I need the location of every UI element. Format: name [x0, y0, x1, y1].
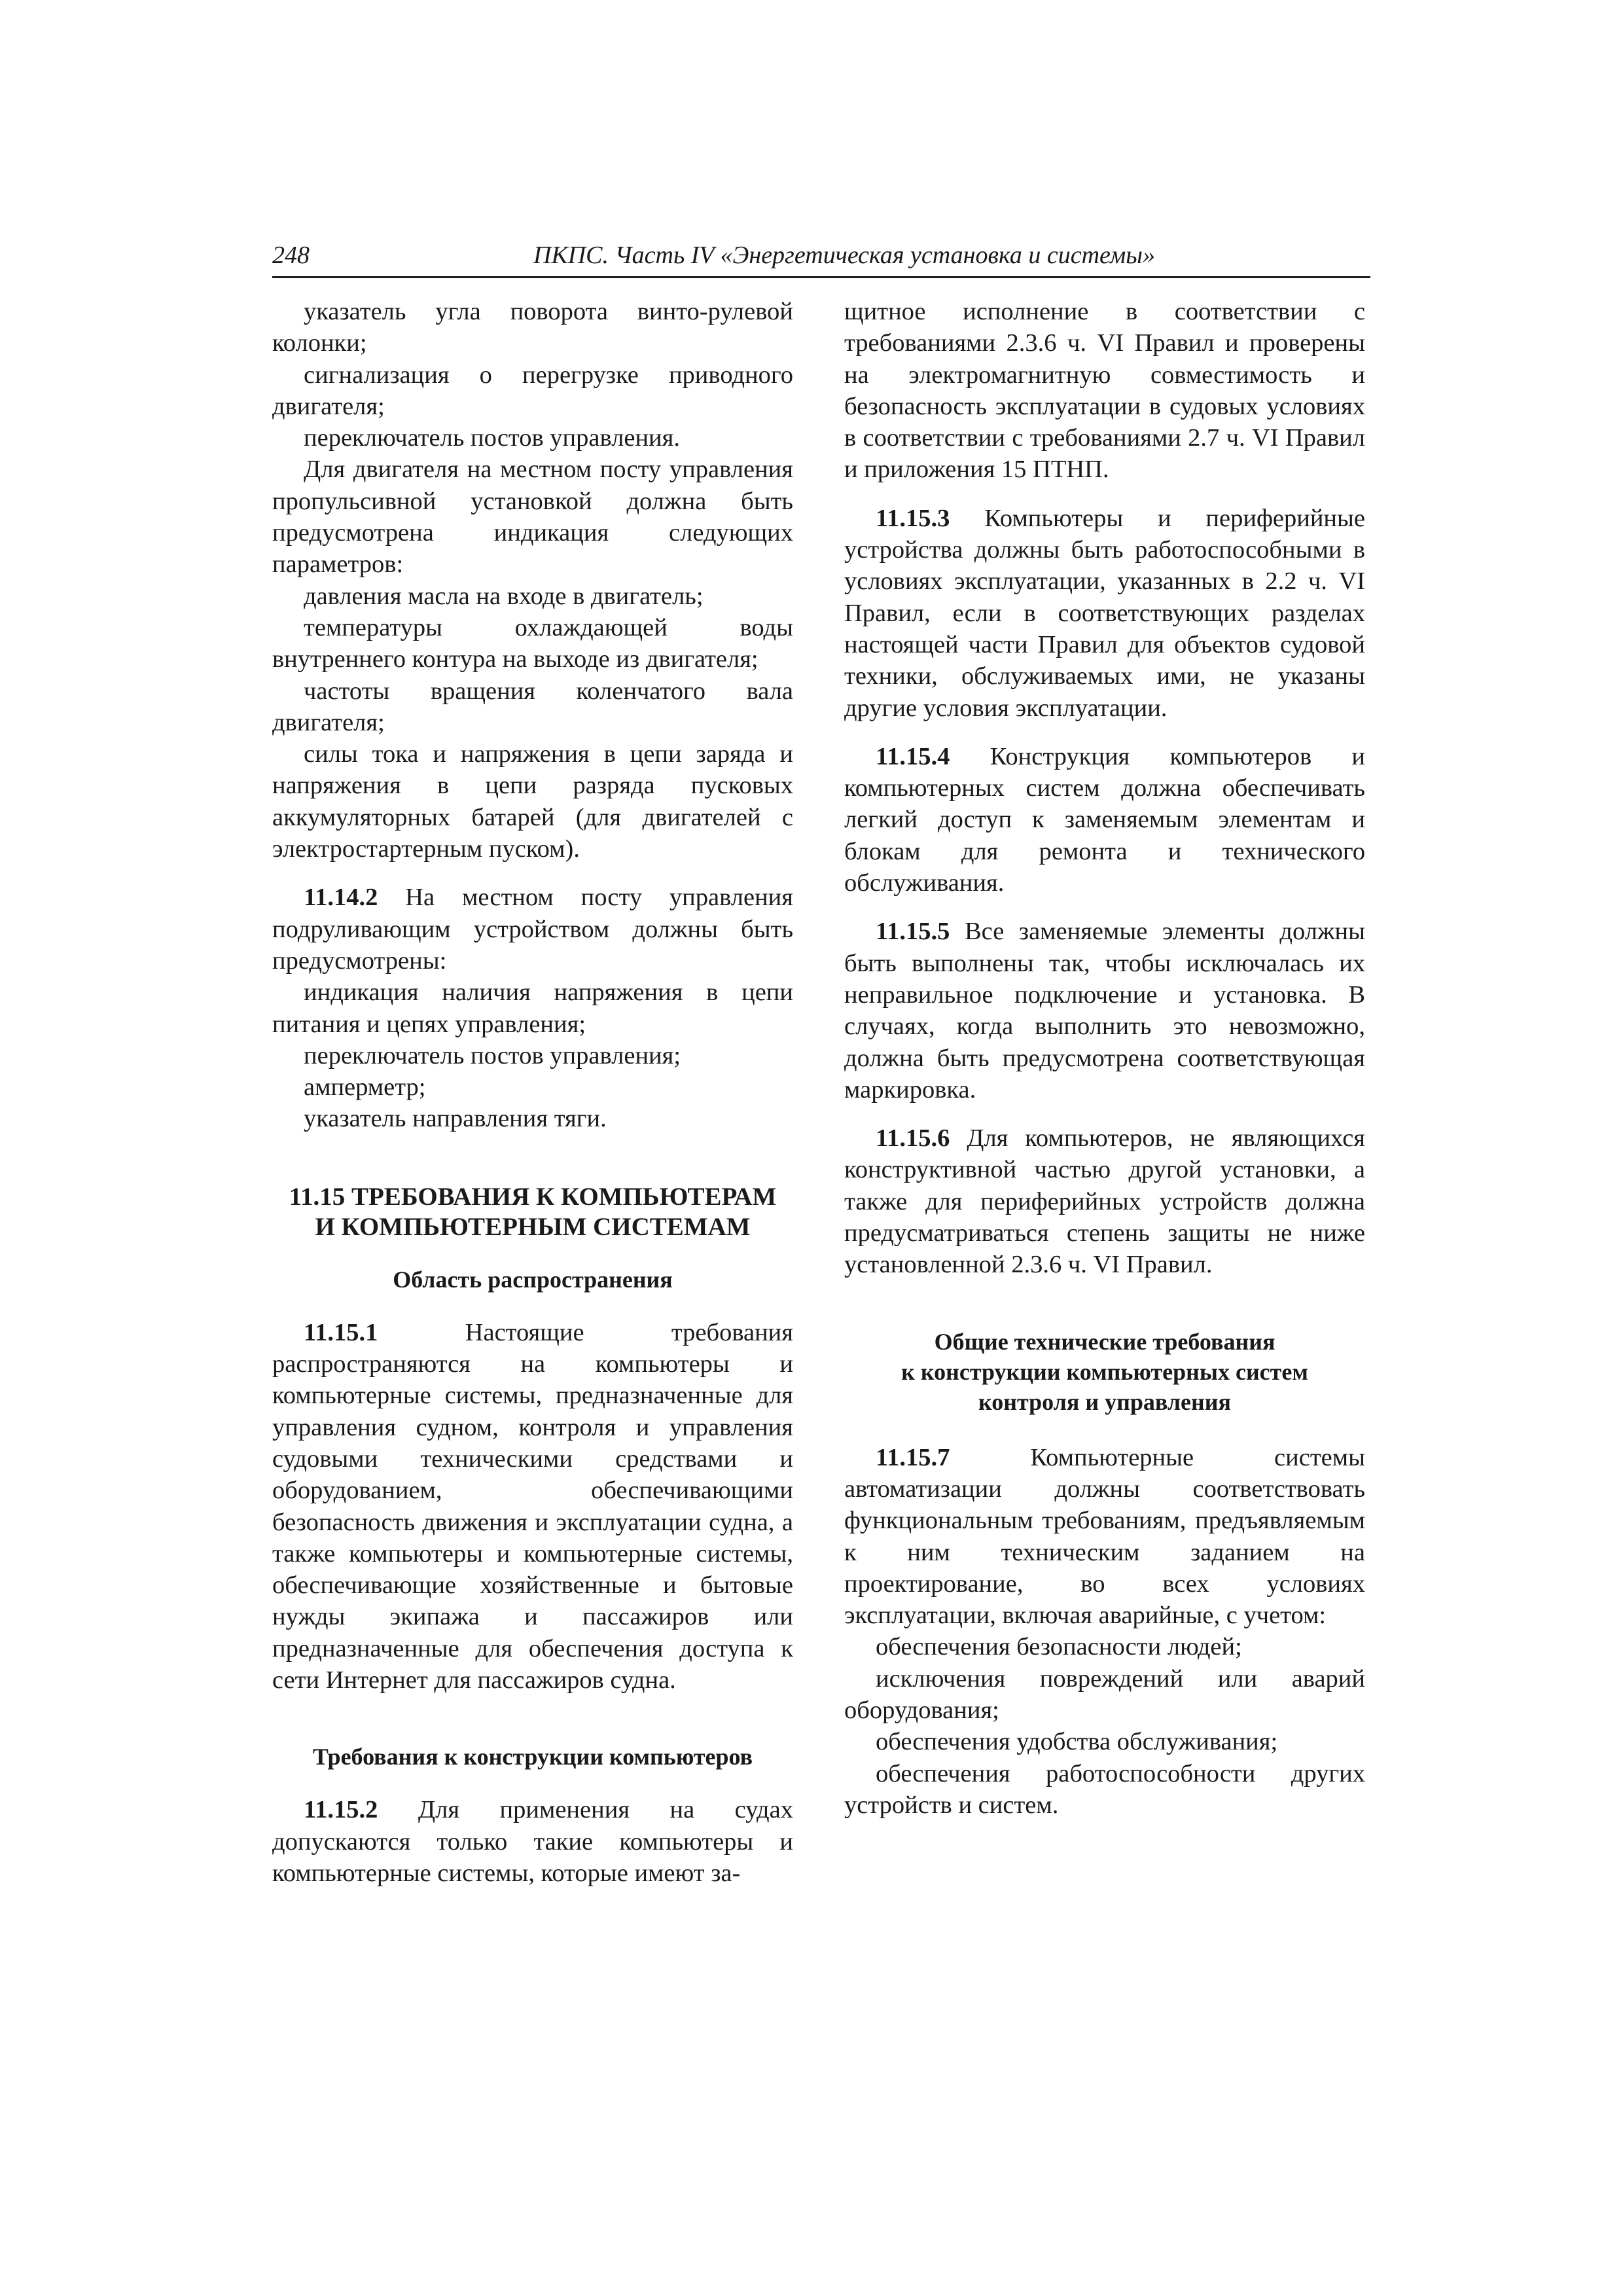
subheading-scope: Область распространения [393, 1266, 673, 1293]
clause-11-15-2 [272, 1794, 793, 1889]
clause-11-15-4 [844, 741, 1365, 899]
clause-text: Компьютеры и периферийные устройства должны быть работоспособными в условиях эксплуатации, указанных в 2.2 ч. VI Правил, если в соответствующих разделах настоящей части Правил для объектов судовой техники, обслуживаемых ими, не указаны другие условия эксплуатации. [844, 504, 1365, 722]
page-header [272, 237, 1370, 278]
clause-11-15-7 [844, 1442, 1365, 1632]
list-item: исключения повреждений или аварий оборудования; [844, 1664, 1365, 1724]
list-item: обеспечения удобства обслуживания; [876, 1728, 1278, 1756]
clause-11-15-1 [272, 1317, 793, 1696]
list-item: указатель угла поворота винто-рулевой колонки; [272, 298, 793, 357]
clause-text: Для компьютеров, не являющихся конструктивной частью другой установки, а также для периферийных устройств должна предусматриваться степень защиты не ниже установленной 2.3.6 ч. VI Правил. [844, 1124, 1365, 1279]
clause-11-15-6 [844, 1122, 1365, 1280]
list-item: температуры охлаждающей воды внутреннего контура на выходе из двигателя; [272, 613, 793, 673]
list-item: амперметр; [304, 1073, 426, 1102]
subheading-design: Требования к конструкции компьютеров [312, 1744, 753, 1770]
section-heading-line: 11.15 ТРЕБОВАНИЯ К КОМПЬЮТЕРАМ [289, 1182, 777, 1211]
clause-11-15-3 [844, 503, 1365, 724]
paragraph-continued: щитное исполнение в соответствии с требованиями 2.3.6 ч. VI Правил и проверены на электромагнитную совместимость и безопасность эксплуатации в судовых условиях в соответствии с требованиями 2.7 ч. VI Правил и приложения 15 ПТНП. [844, 298, 1365, 484]
clause-text: Компьютерные системы автоматизации должны соответствовать функциональным требованиям, предъявляемым к ним техническим заданием на проектирование, во всех условиях эксплуатации, включая аварийные, с учетом: [844, 1443, 1365, 1630]
running-title: ПКПС. Часть IV «Энергетическая установка и системы» [533, 242, 1155, 269]
left-column [272, 296, 793, 1889]
clause-text: Настоящие требования распространяются на компьютеры и компьютерные системы, предназначенные для управления судном, контроля и управления судовыми техническими средствами и оборудованием, обеспечивающими безопасность движения и эксплуатации судна, а также компьютеры и компьютерные системы, обеспечивающие хозяйственные и бытовые нужды экипажа и пассажиров или предназначенные для обеспечения доступа к сети Интернет для пассажиров судна. [272, 1318, 793, 1694]
clause-number: 11.15.2 [304, 1796, 378, 1824]
list-item: сигнализация о перегрузке приводного двигателя; [272, 361, 793, 420]
clause-number: 11.15.7 [876, 1443, 950, 1471]
clause-text: Конструкция компьютеров и компьютерных систем должна обеспечивать легкий доступ к заменяемым элементам и блокам для ремонта и технического обслуживания. [844, 742, 1365, 897]
list-item: силы тока и напряжения в цепи заряда и напряжения в цепи разряда пусковых аккумуляторных батарей (для двигателей с электростартерным пуском). [272, 740, 793, 863]
list-item: указатель направления тяги. [304, 1105, 607, 1133]
clause-11-15-5 [844, 916, 1365, 1105]
paragraph: Для двигателя на местном посту управления пропульсивной установкой должна быть предусмотрена индикация следующих параметров: [272, 456, 793, 579]
clause-number: 11.15.6 [876, 1124, 950, 1153]
right-column [844, 296, 1365, 1821]
subheading-line: Общие технические требования [934, 1328, 1275, 1355]
subheading-line: контроля и управления [978, 1388, 1231, 1415]
list-item: обеспечения работоспособности других устройств и систем. [844, 1759, 1365, 1819]
clause-number: 11.15.3 [876, 504, 950, 532]
clause-number: 11.15.4 [876, 742, 950, 770]
list-item: давления масла на входе в двигатель; [304, 582, 704, 610]
subheading-line: к конструкции компьютерных систем [901, 1358, 1308, 1385]
clause-text: Для применения на судах допускаются только такие компьютеры и компьютерные системы, которые имеют за- [272, 1796, 793, 1887]
clause-number: 11.15.1 [304, 1318, 378, 1346]
list-item: переключатель постов управления. [304, 424, 680, 452]
list-item: обеспечения безопасности людей; [876, 1633, 1242, 1661]
subheading-general [844, 1327, 1365, 1417]
section-heading-line: И КОМПЬЮТЕРНЫМ СИСТЕМАМ [315, 1212, 751, 1241]
clause-text: На местном посту управления подруливающим устройством должны быть предусмотрены: [272, 884, 793, 975]
list-item: переключатель постов управления; [304, 1041, 681, 1069]
clause-number: 11.15.5 [876, 918, 950, 946]
page-number: 248 [272, 242, 310, 269]
clause-11-14-2 [272, 882, 793, 977]
clause-text: Все заменяемые элементы должны быть выполнены так, чтобы исключалась их неправильное подключение и установка. В случаях, когда выполнить это невозможно, должна быть предусмотрена соответствующая маркировка. [844, 918, 1365, 1103]
section-heading [272, 1182, 793, 1242]
clause-number: 11.14.2 [304, 884, 378, 912]
list-item: индикация наличия напряжения в цепи питания и цепях управления; [272, 978, 793, 1038]
list-item: частоты вращения коленчатого вала двигателя; [272, 677, 793, 736]
